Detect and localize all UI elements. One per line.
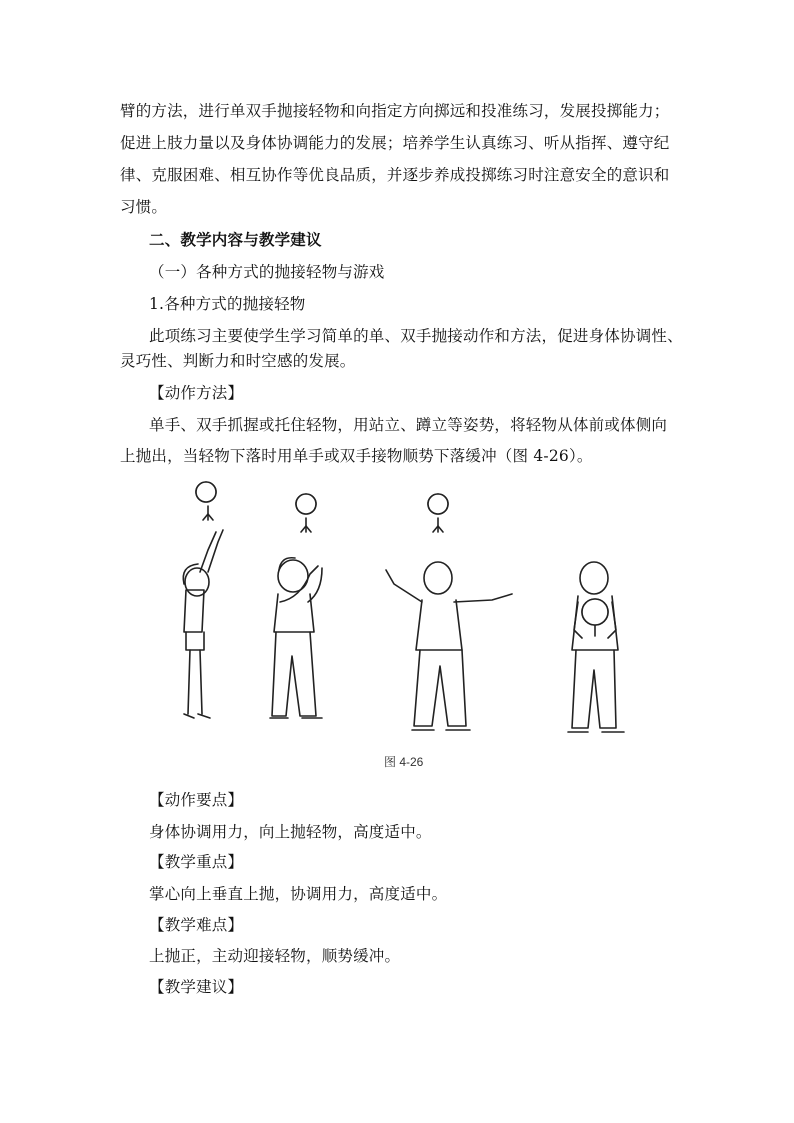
intro-line: 灵巧性、判断力和时空感的发展。	[120, 352, 356, 370]
method-line: 上抛出，当轻物下落时用单手或双手接物顺势下落缓冲（图 4-26）。	[120, 447, 593, 465]
intro-line: 此项练习主要使学生学习简单的单、双手抛接动作和方法，促进身体协调性、	[149, 327, 683, 345]
key-points-heading: 【动作要点】	[149, 791, 244, 809]
ball-3	[428, 494, 448, 514]
figure-caption: 图 4-26	[384, 755, 424, 769]
ball-1	[196, 482, 216, 502]
focus-heading: 【教学重点】	[149, 853, 244, 871]
method-line: 单手、双手抓握或托住轻物，用站立、蹲立等姿势，将轻物从体前或体侧向	[149, 416, 668, 434]
suggestion-heading: 【教学建议】	[149, 978, 244, 996]
body-paragraph-line: 促进上肢力量以及身体协调能力的发展；培养学生认真练习、听从指挥、遵守纪	[120, 134, 670, 152]
section-title: 二、教学内容与教学建议	[149, 230, 322, 249]
child-figure-3	[386, 494, 512, 730]
body-paragraph-line: 习惯。	[120, 198, 168, 216]
child-figure-2	[270, 494, 322, 718]
method-heading: 【动作方法】	[149, 384, 244, 402]
body-paragraph-line: 律、克服困难、相互协作等优良品质，并逐步养成投掷练习时注意安全的意识和	[120, 166, 670, 184]
item-title: 1.各种方式的抛接轻物	[149, 295, 306, 313]
ball-2	[296, 494, 316, 514]
child-figure-1	[183, 482, 223, 718]
child-figure-4	[568, 562, 624, 732]
difficulty-text: 上抛正，主动迎接轻物，顺势缓冲。	[149, 947, 401, 965]
focus-text: 掌心向上垂直上抛，协调用力，高度适中。	[149, 885, 448, 903]
ball-4	[582, 599, 608, 625]
key-points-text: 身体协调用力，向上抛轻物，高度适中。	[149, 823, 432, 841]
subsection-title: （一）各种方式的抛接轻物与游戏	[149, 263, 385, 281]
difficulty-heading: 【教学难点】	[149, 916, 244, 934]
body-paragraph-line: 臂的方法，进行单双手抛接轻物和向指定方向掷远和投准练习，发展投掷能力；	[120, 102, 670, 120]
figure-toss-and-catch-illustration	[162, 472, 662, 772]
figure-svg	[162, 472, 662, 772]
